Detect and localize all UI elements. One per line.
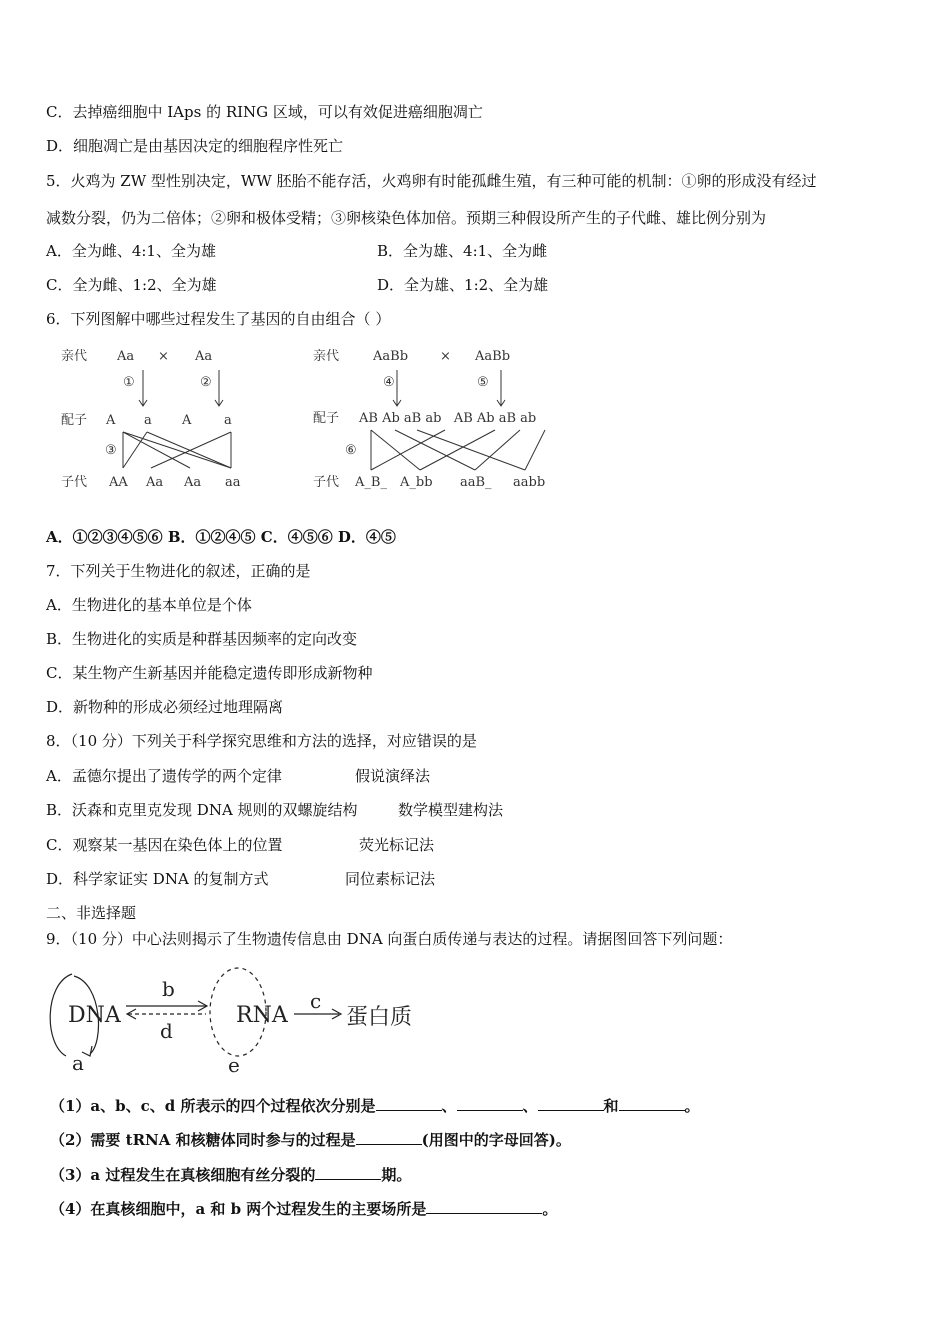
right-step-4: ④ [383, 375, 395, 390]
q9-sub3-text: （3）a 过程发生在真核细胞有丝分裂的 [50, 1166, 316, 1184]
q6-options: A．①②③④⑤⑥ B．①②④⑤ C．④⑤⑥ D．④⑤ [46, 528, 396, 546]
answer-blank[interactable] [426, 1199, 542, 1214]
process-b-label: b [162, 977, 175, 1001]
q9-sub2-end: (用图中的字母回答)。 [421, 1131, 571, 1149]
q6-genetics-diagram [55, 340, 575, 500]
rna-label: RNA [236, 1003, 288, 1028]
right-cross: × [440, 349, 451, 364]
q9-sub1 [50, 1096, 700, 1116]
process-d-label: d [160, 1019, 173, 1043]
separator: 、 [522, 1097, 538, 1115]
left-gamete-label: 配子 [61, 413, 88, 428]
q7-option-b: B．生物进化的实质是种群基因频率的定向改变 [46, 630, 358, 648]
protein-label: 蛋白质 [346, 1005, 413, 1030]
right-offspring: A_B_ [355, 475, 387, 490]
q7-option-a: A．生物进化的基本单位是个体 [46, 596, 252, 614]
conjunction: 和 [603, 1097, 619, 1115]
q8-option-a: A．孟德尔提出了遗传学的两个定律 [46, 767, 282, 785]
left-offspring: Aa [146, 475, 164, 490]
right-offspring-label: 子代 [313, 475, 340, 490]
left-parent-2: Aa [195, 349, 213, 364]
right-parent-label: 亲代 [313, 349, 340, 364]
left-offspring: Aa [184, 475, 202, 490]
right-step-5: ⑤ [477, 375, 489, 390]
period: 。 [542, 1200, 558, 1218]
left-offspring: aa [225, 475, 241, 490]
q5-stem-line2: 减数分裂，仍为二倍体；②卵和极体受精；③卵核染色体加倍。预期三种假设所产生的子代雌、雄比例分别为 [46, 209, 767, 227]
left-gamete: A [182, 413, 192, 428]
right-step-6: ⑥ [345, 443, 357, 458]
process-e-label: e [228, 1053, 240, 1074]
left-offspring: AA [109, 475, 128, 490]
left-cross: × [158, 349, 169, 364]
left-parent-label: 亲代 [61, 349, 88, 364]
process-a-label: a [72, 1051, 84, 1074]
q6-stem: 6．下列图解中哪些过程发生了基因的自由组合（ ） [46, 310, 391, 328]
q5-option-c: C．全为雌、1:2、全为雄 [46, 276, 217, 294]
left-step-2: ② [200, 375, 212, 390]
right-parent-1: AaBb [373, 349, 409, 364]
answer-blank[interactable] [457, 1096, 523, 1111]
left-gamete: A [106, 413, 116, 428]
q8-option-d: D．科学家证实 DNA 的复制方式 [46, 870, 269, 888]
left-step-3: ③ [105, 443, 117, 458]
q7-option-d: D．新物种的形成必须经过地理隔离 [46, 698, 284, 716]
q4-option-c: C．去掉癌细胞中 IAps 的 RING 区域，可以有效促进癌细胞凋亡 [46, 103, 483, 121]
q5-option-d: D．全为雄、1:2、全为雄 [377, 276, 549, 294]
q8-option-b-method: 数学模型建构法 [398, 801, 504, 819]
q5-option-a: A．全为雌、4:1、全为雄 [46, 242, 216, 260]
left-offspring-label: 子代 [61, 475, 88, 490]
q9-sub2 [50, 1130, 571, 1150]
q9-sub3 [50, 1165, 411, 1185]
q9-sub2-text: （2）需要 tRNA 和核糖体同时参与的过程是 [50, 1131, 356, 1149]
q8-option-c-method: 荧光标记法 [359, 836, 435, 854]
q7-stem: 7．下列关于生物进化的叙述，正确的是 [46, 562, 311, 580]
right-gametes: AB Ab aB ab AB Ab aB ab [359, 411, 537, 426]
left-step-1: ① [123, 375, 135, 390]
q8-option-c: C．观察某一基因在染色体上的位置 [46, 836, 283, 854]
q9-sub1-text: （1）a、b、c、d 所表示的四个过程依次分别是 [50, 1097, 376, 1115]
left-parent-1: Aa [117, 349, 135, 364]
central-dogma-diagram [44, 964, 444, 1074]
answer-blank[interactable] [619, 1096, 685, 1111]
separator: 、 [441, 1097, 457, 1115]
q8-option-b: B．沃森和克里克发现 DNA 规则的双螺旋结构 [46, 801, 358, 819]
right-gamete-label: 配子 [313, 411, 340, 426]
q9-sub4-text: （4）在真核细胞中，a 和 b 两个过程发生的主要场所是 [50, 1200, 427, 1218]
section-heading: 二、非选择题 [46, 904, 137, 922]
left-gamete: a [224, 413, 232, 428]
q8-option-a-method: 假说演绎法 [355, 767, 431, 785]
process-c-label: c [310, 989, 322, 1013]
q9-sub4 [50, 1199, 557, 1219]
q4-option-d: D．细胞凋亡是由基因决定的细胞程序性死亡 [46, 137, 344, 155]
right-parent-2: AaBb [475, 349, 511, 364]
answer-blank[interactable] [356, 1130, 422, 1145]
q5-option-b: B．全为雄、4:1、全为雌 [377, 242, 548, 260]
answer-blank[interactable] [538, 1096, 604, 1111]
q8-stem: 8．（10 分）下列关于科学探究思维和方法的选择，对应错误的是 [46, 732, 477, 750]
answer-blank[interactable] [315, 1165, 381, 1180]
right-offspring: aaB_ [460, 475, 492, 490]
dna-label: DNA [68, 1003, 121, 1028]
q9-stem: 9．（10 分）中心法则揭示了生物遗传信息由 DNA 向蛋白质传递与表达的过程。请据图回答下列问题： [46, 930, 733, 948]
right-offspring: A_bb [400, 475, 433, 490]
q9-sub3-end: 期。 [381, 1166, 412, 1184]
left-gamete: a [144, 413, 152, 428]
q8-option-d-method: 同位素标记法 [345, 870, 436, 888]
q7-option-c: C．某生物产生新基因并能稳定遗传即形成新物种 [46, 664, 373, 682]
right-offspring: aabb [513, 475, 546, 490]
answer-blank[interactable] [376, 1096, 442, 1111]
period: 。 [684, 1097, 700, 1115]
q5-stem-line1: 5．火鸡为 ZW 型性别决定，WW 胚胎不能存活，火鸡卵有时能孤雌生殖，有三种可能的机制：①卵的形成没有经过 [46, 172, 817, 190]
